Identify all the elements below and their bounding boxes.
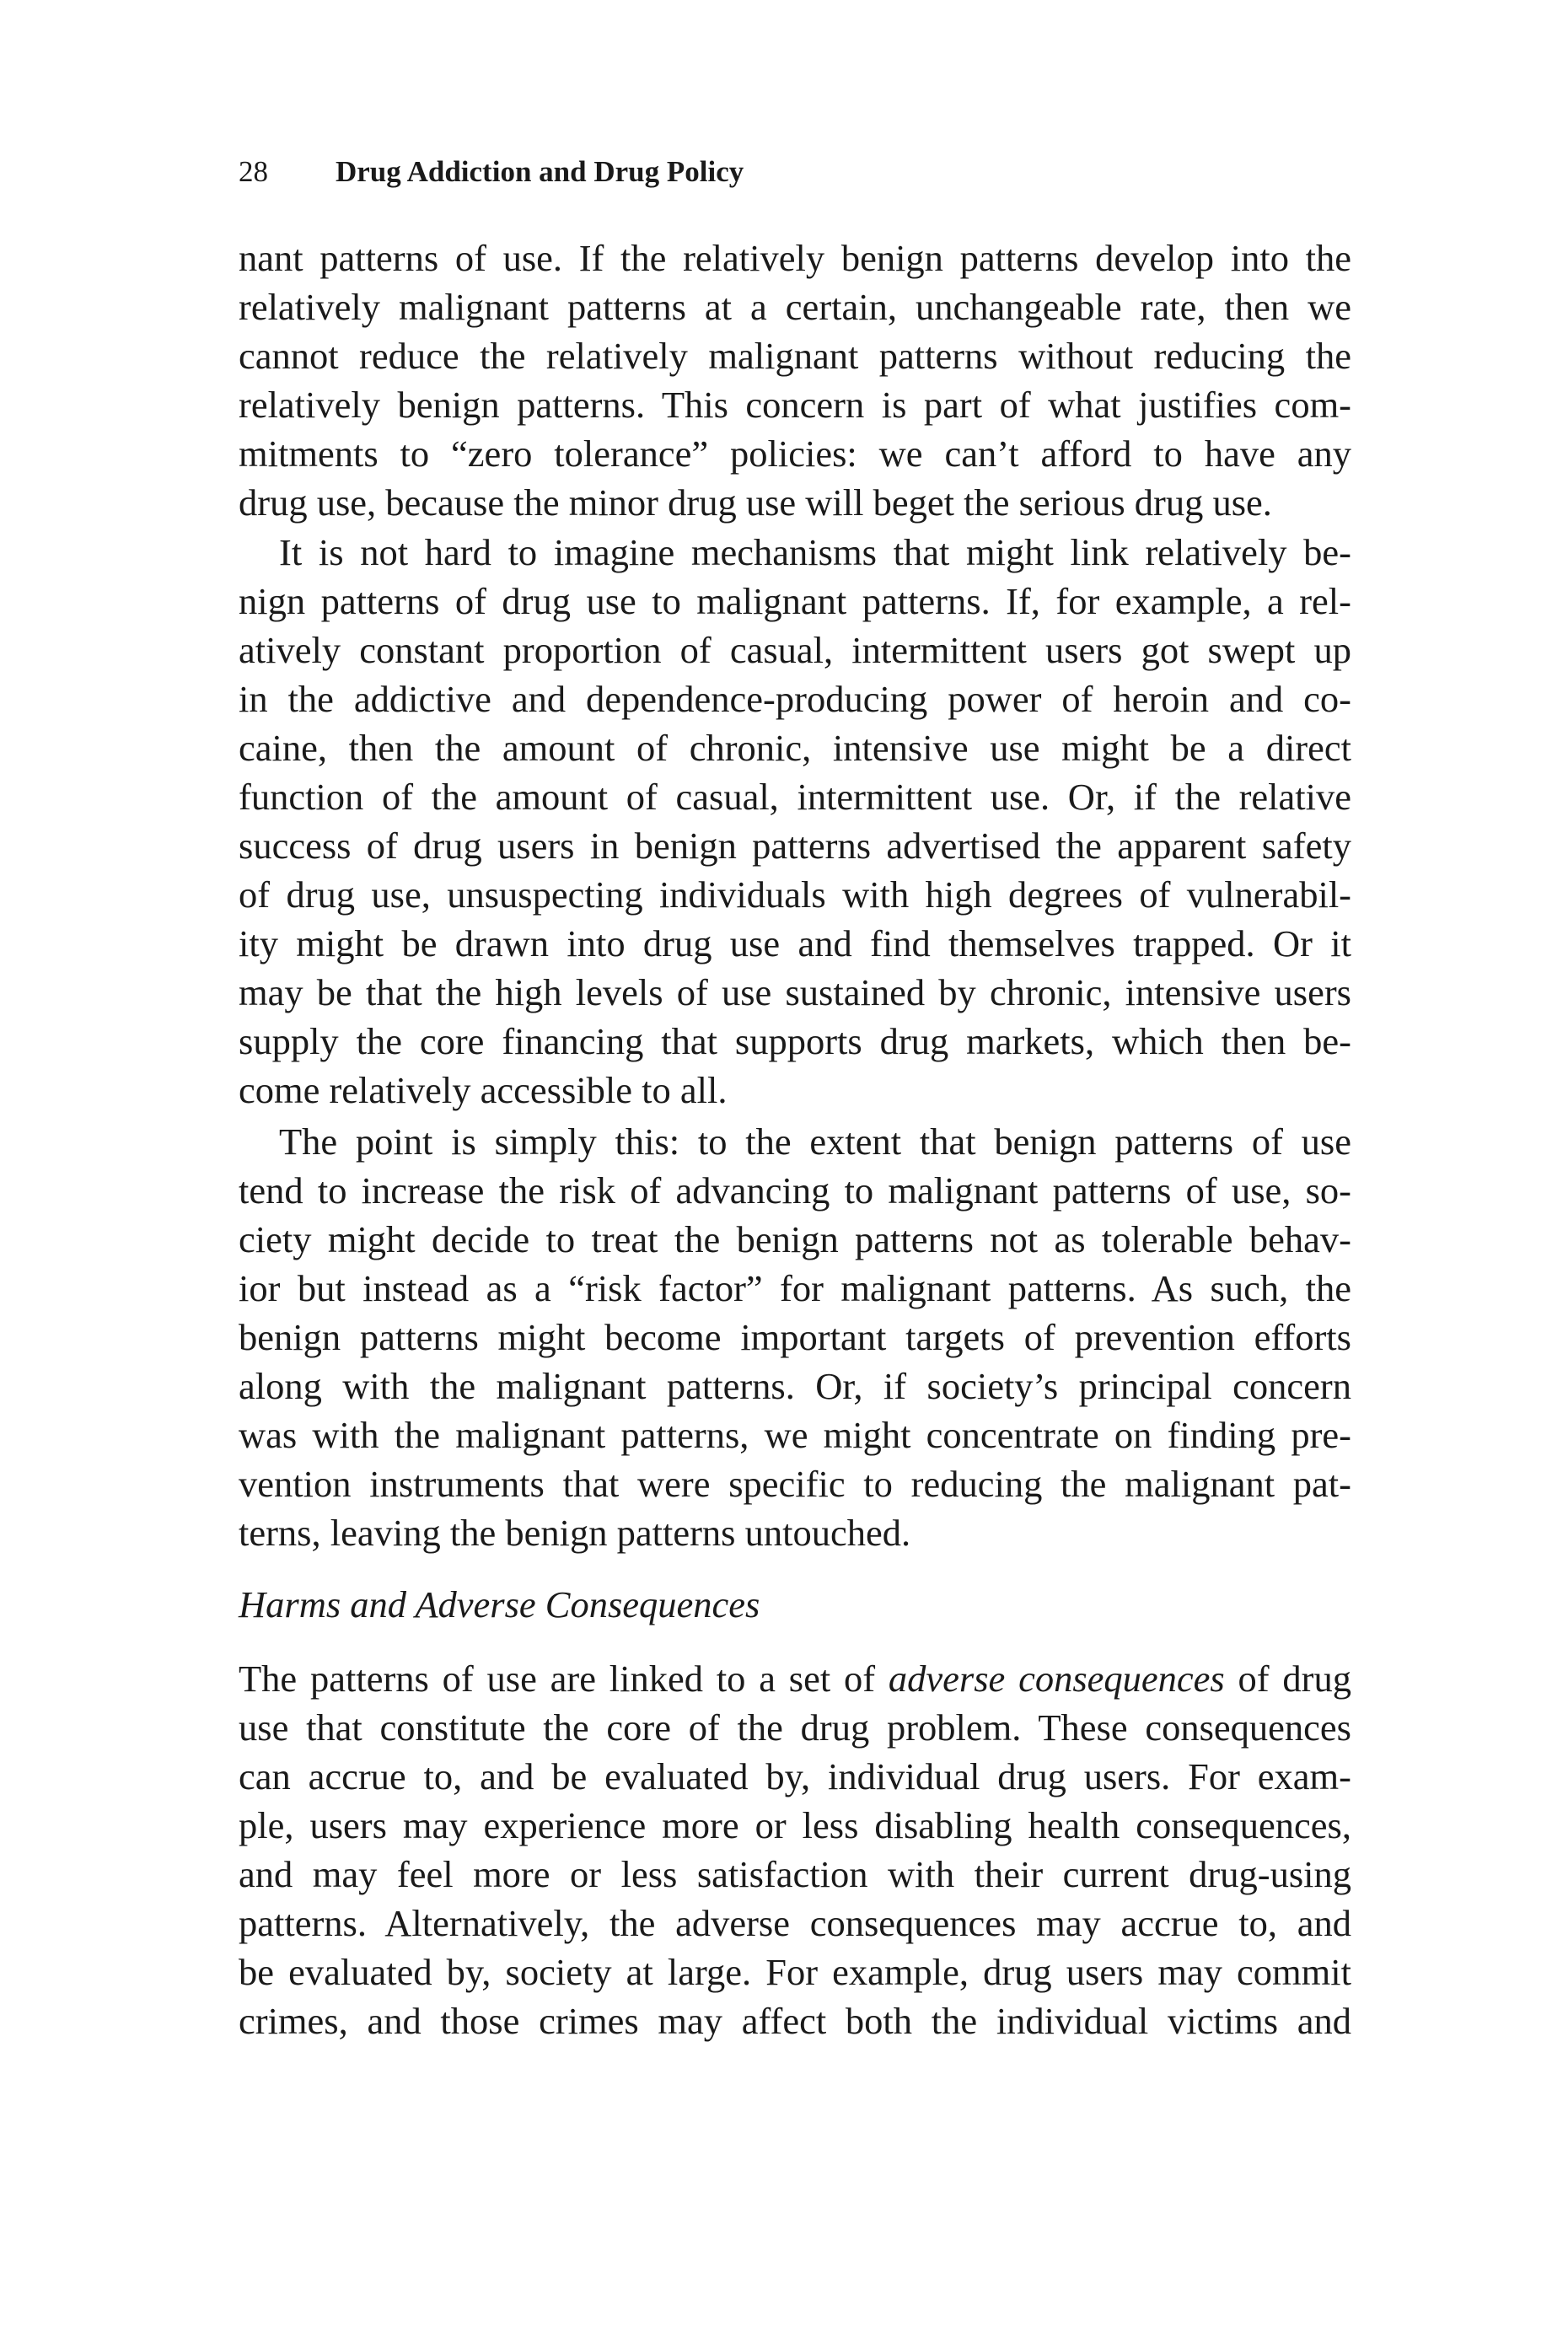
text-line: was with the malignant patterns, we might concentrate on finding pre-: [239, 1414, 1351, 1456]
text-line: ior but instead as a “risk factor” for malignant patterns. As such, the: [239, 1267, 1351, 1309]
text-line: relatively benign patterns. This concern is part of what justifies com-: [239, 384, 1351, 426]
text-line: be evaluated by, society at large. For example, drug users may commit: [239, 1951, 1351, 1993]
text-line: drug use, because the minor drug use will beget the serious drug use.: [239, 481, 1272, 524]
text-line: atively constant proportion of casual, intermittent users got swept up: [239, 629, 1351, 671]
text-line: benign patterns might become important targets of prevention efforts: [239, 1316, 1351, 1358]
text-line: terns, leaving the benign patterns untouched.: [239, 1512, 911, 1554]
text-line: ity might be drawn into drug use and find themselves trapped. Or it: [239, 922, 1351, 964]
text-line: function of the amount of casual, intermittent use. Or, if the relative: [239, 776, 1351, 818]
text-line: nant patterns of use. If the relatively benign patterns develop into the: [239, 237, 1351, 279]
text-line: mitments to “zero tolerance” policies: we can’t afford to have any: [239, 433, 1351, 475]
text-line: The patterns of use are linked to a set of adverse consequences of drug: [239, 1658, 1351, 1700]
text-line: vention instruments that were specific to reducing the malignant pat-: [239, 1463, 1351, 1505]
text-line: ciety might decide to treat the benign patterns not as tolerable behav-: [239, 1218, 1351, 1260]
text-line: patterns. Alternatively, the adverse consequences may accrue to, and: [239, 1902, 1351, 1944]
text-line: use that constitute the core of the drug problem. These consequences: [239, 1706, 1351, 1749]
running-header: [239, 152, 744, 192]
emphasis: adverse consequences: [888, 1658, 1225, 1700]
text-line: supply the core financing that supports drug markets, which then be-: [239, 1020, 1351, 1062]
text-line: may be that the high levels of use sustained by chronic, intensive users: [239, 971, 1351, 1013]
text-line: The point is simply this: to the extent that benign patterns of use: [279, 1120, 1351, 1163]
text-line: success of drug users in benign patterns advertised the apparent safety: [239, 825, 1351, 867]
text-line: in the addictive and dependence-producing power of heroin and co-: [239, 678, 1351, 720]
text-line: It is not hard to imagine mechanisms that might link relatively be-: [279, 531, 1351, 573]
paragraph-1: [239, 234, 1351, 527]
text-line: caine, then the amount of chronic, intensive use might be a direct: [239, 727, 1351, 769]
section-paragraph: [239, 1654, 1351, 2045]
text-line: ple, users may experience more or less disabling health consequences,: [239, 1804, 1351, 1846]
section-heading: Harms and Adverse Consequences: [239, 1583, 760, 1625]
text-line: crimes, and those crimes may affect both the individual victims and: [239, 2000, 1351, 2042]
text-line: nign patterns of drug use to malignant patterns. If, for example, a rel-: [239, 580, 1351, 622]
text-line: cannot reduce the relatively malignant patterns without reducing the: [239, 335, 1351, 377]
running-title: Drug Addiction and Drug Policy: [336, 155, 744, 188]
text-line: can accrue to, and be evaluated by, individual drug users. For exam-: [239, 1755, 1351, 1797]
paragraph-2: [239, 528, 1351, 1115]
text-line: and may feel more or less satisfaction with their current drug-using: [239, 1853, 1351, 1895]
text-line: come relatively accessible to all.: [239, 1069, 728, 1111]
text-line: relatively malignant patterns at a certain, unchangeable rate, then we: [239, 286, 1351, 328]
text-line: along with the malignant patterns. Or, if society’s principal concern: [239, 1365, 1351, 1407]
page-number: 28: [239, 155, 268, 188]
text-line: tend to increase the risk of advancing to malignant patterns of use, so-: [239, 1169, 1351, 1212]
text-line: of drug use, unsuspecting individuals with high degrees of vulnerabil-: [239, 873, 1351, 916]
paragraph-3: [239, 1117, 1351, 1557]
